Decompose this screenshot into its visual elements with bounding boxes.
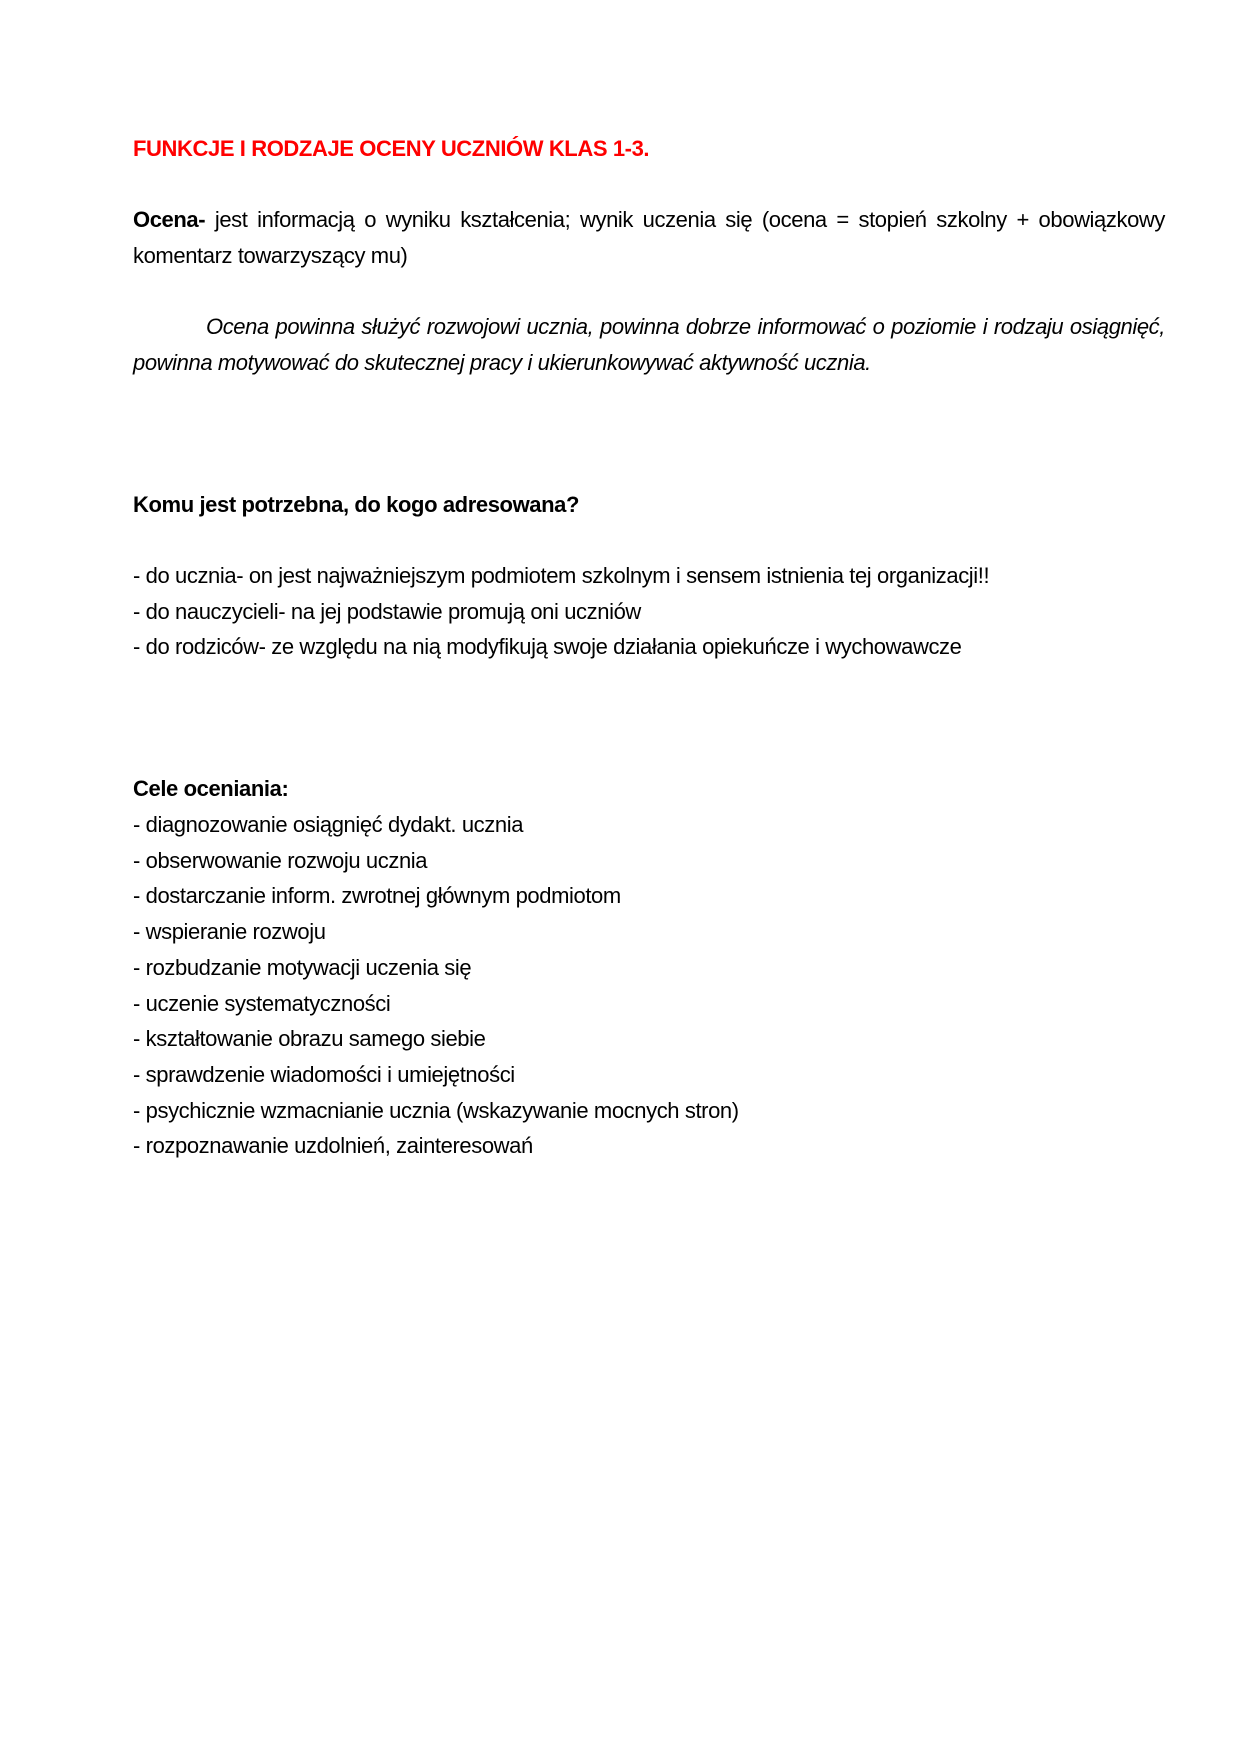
list-item: - do ucznia- on jest najważniejszym podmiotem szkolnym i sensem istnienia tej organizacji!! (133, 563, 990, 588)
list-item: - diagnozowanie osiągnięć dydakt. ucznia (133, 812, 524, 837)
addressees-list (133, 558, 1165, 665)
list-item: - dostarczanie inform. zwrotnej głównym podmiotom (133, 883, 621, 909)
list-item: - rozpoznawanie uzdolnień, zainteresowań (133, 1133, 533, 1159)
list-item: - psychicznie wzmacnianie ucznia (wskazywanie mocnych stron) (133, 1097, 739, 1123)
list-item: - sprawdzenie wiadomości i umiejętności (133, 1061, 515, 1087)
italic-paragraph: Ocena powinna służyć rozwojowi ucznia, powinna dobrze informować o poziomie i rodzaju osiągnięć, powinna motywować do skutecznej pracy i ukierunkowywać aktywność ucznia. (133, 314, 1165, 375)
goals-list (133, 807, 1165, 1164)
list-item: - kształtowanie obrazu samego siebie (133, 1026, 486, 1052)
list-item: - rozbudzanie motywacji uczenia się (133, 954, 472, 980)
list-item: - do nauczycieli- na jej podstawie promują oni uczniów (133, 598, 641, 624)
list-item: - wspieranie rozwoju (133, 919, 326, 945)
definition-term: Ocena- (133, 207, 206, 232)
definition-text: jest informacją o wyniku kształcenia; wynik uczenia się (ocena = stopień szkolny + obowiązkowy komentarz towarzyszący mu) (133, 207, 1165, 268)
list-item: - uczenie systematyczności (133, 990, 391, 1016)
list-item: - obserwowanie rozwoju ucznia (133, 847, 428, 873)
list-item: - do rodziców- ze względu na nią modyfikują swoje działania opiekuńcze i wychowawcze (133, 634, 962, 660)
document-title: FUNKCJE I RODZAJE OCENY UCZNIÓW KLAS 1-3. (133, 136, 650, 161)
goals-heading: Cele oceniania: (133, 776, 289, 801)
definition-paragraph (133, 202, 1165, 273)
addressees-heading: Komu jest potrzebna, do kogo adresowana? (133, 492, 580, 517)
